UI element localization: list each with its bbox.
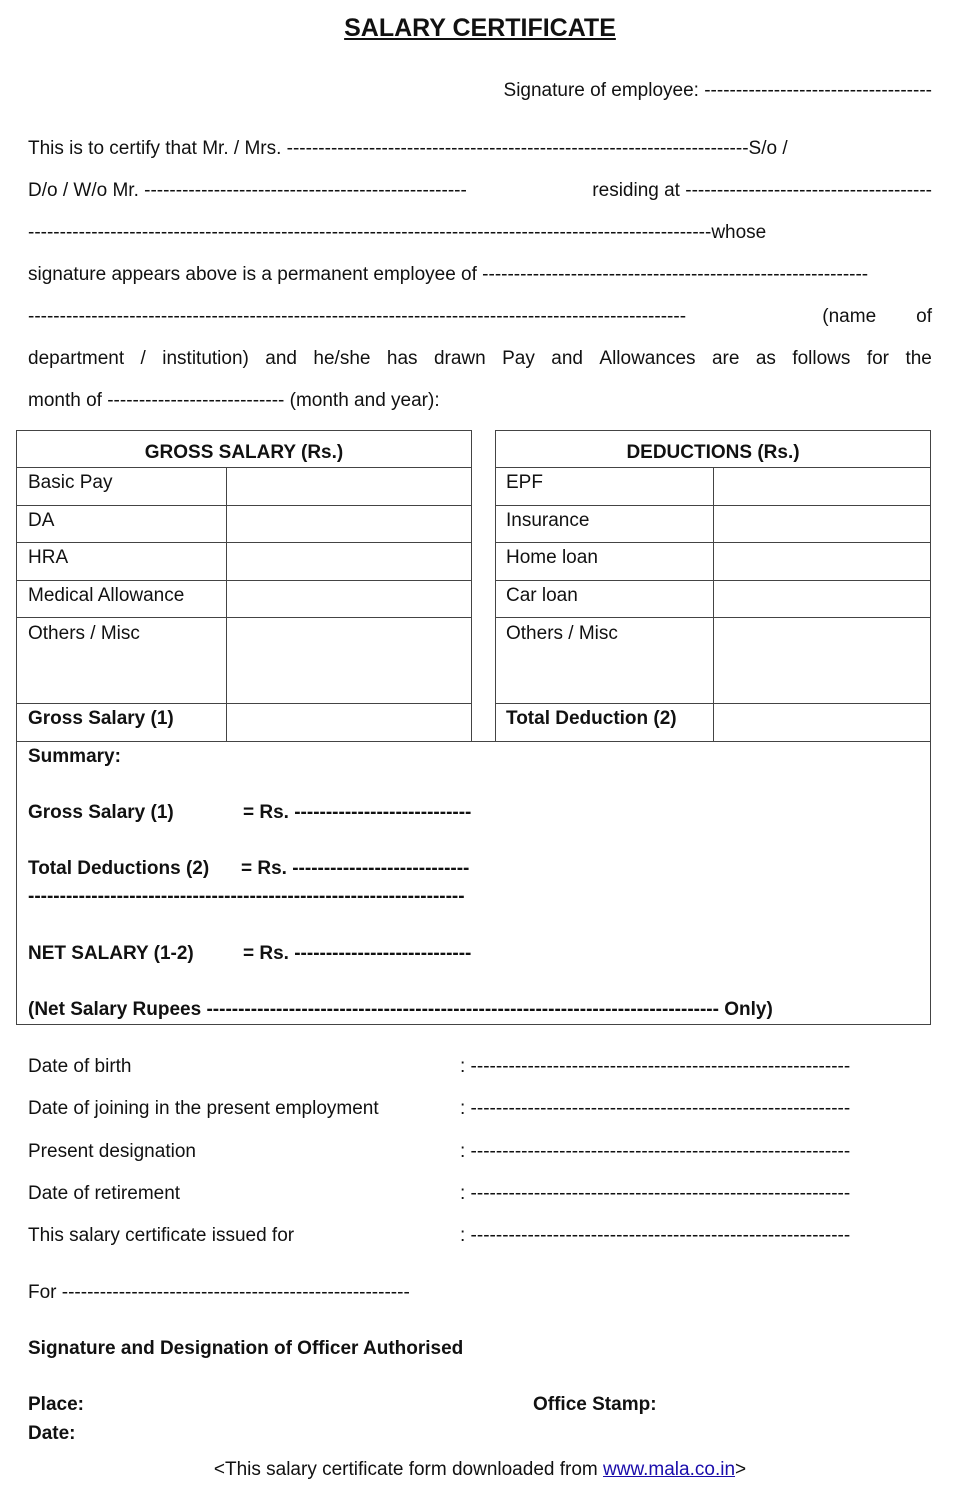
footer-prefix: <This salary certificate form downloaded from (213, 1459, 604, 1480)
line6-word: institution) (162, 348, 249, 369)
certify-line-5 (28, 306, 932, 328)
line6-word: and (551, 348, 583, 369)
table-rule (226, 467, 227, 741)
department-blank: -------------------------------------------------------------------------------------------------------- (28, 306, 687, 327)
summary-label: Summary: (28, 746, 121, 767)
table-rule (16, 467, 472, 468)
home-loan-label: Home loan (506, 547, 598, 568)
table-rule (16, 617, 472, 618)
insurance-label: Insurance (506, 510, 590, 531)
footer-suffix: > (735, 1459, 747, 1480)
officer-signature-label: Signature and Designation of Officer Authorised (28, 1338, 464, 1359)
line6-word: the (905, 348, 932, 369)
joining-date-value: : ------------------------------------------------------------ (460, 1098, 851, 1119)
gross-others-label: Others / Misc (28, 623, 140, 644)
place-label: Place: (28, 1394, 84, 1415)
footer-note (0, 1459, 960, 1481)
date-label: Date: (28, 1423, 76, 1444)
residing-blank: residing at --------------------------------------- (592, 180, 932, 201)
of-word: of (916, 306, 932, 327)
line6-word: Allowances (599, 348, 696, 369)
line6-word: Pay (502, 348, 535, 369)
line6-word: are (711, 348, 740, 369)
gross-salary-header: GROSS SALARY (Rs.) (144, 442, 344, 463)
summary-gross-label: Gross Salary (1) (28, 802, 174, 823)
parent-name-blank: D/o / W/o Mr. --------------------------------------------------- (28, 180, 467, 201)
employee-signature-line: Signature of employee: ------------------------------------ (503, 80, 932, 101)
issued-for-value: : ------------------------------------------------------------ (460, 1225, 851, 1246)
certify-line-2 (28, 180, 932, 202)
deductions-header: DEDUCTIONS (Rs.) (626, 442, 800, 463)
dob-value: : ------------------------------------------------------------ (460, 1056, 851, 1077)
summary-deductions-value: = Rs. ---------------------------- (241, 858, 470, 879)
table-rule (16, 703, 472, 704)
hra-label: HRA (28, 547, 69, 568)
month-year-line: month of ---------------------------- (month and year): (28, 390, 440, 411)
line6-word: follows (792, 348, 851, 369)
name-word: (name (822, 306, 877, 327)
dob-label: Date of birth (28, 1056, 132, 1077)
employer-blank: signature appears above is a permanent employee of ------------------------------------------------------------- (28, 264, 869, 285)
line6-word: / (140, 348, 146, 369)
da-label: DA (28, 510, 55, 531)
issued-for-label: This salary certificate issued for (28, 1225, 295, 1246)
line6-word: and (265, 348, 297, 369)
summary-deductions-label: Total Deductions (2) (28, 858, 210, 879)
summary-gross-value: = Rs. ---------------------------- (243, 802, 472, 823)
designation-value: : ------------------------------------------------------------ (460, 1141, 851, 1162)
summary-box (16, 741, 931, 1025)
basic-pay-label: Basic Pay (28, 472, 113, 493)
total-deduction-label: Total Deduction (2) (506, 708, 677, 729)
office-stamp-label: Office Stamp: (533, 1394, 657, 1415)
summary-separator: --------------------------------------------------------------------- (28, 886, 465, 907)
page-title: SALARY CERTIFICATE (344, 14, 616, 42)
gross-salary-total-label: Gross Salary (1) (28, 708, 174, 729)
designation-label: Present designation (28, 1141, 196, 1162)
net-salary-words: (Net Salary Rupees --------------------------------------------------------------------------------- Only) (28, 999, 773, 1020)
for-line: For ------------------------------------------------------- (28, 1282, 410, 1303)
retirement-date-value: : ------------------------------------------------------------ (460, 1183, 851, 1204)
net-salary-value: = Rs. ---------------------------- (243, 943, 472, 964)
line6-word: as (755, 348, 776, 369)
certify-line-6 (28, 348, 932, 370)
retirement-date-label: Date of retirement (28, 1183, 181, 1204)
line6-word: has (386, 348, 418, 369)
line6-word: drawn (433, 348, 486, 369)
joining-date-label: Date of joining in the present employment (28, 1098, 379, 1119)
line6-word: department (28, 348, 125, 369)
car-loan-label: Car loan (506, 585, 578, 606)
net-salary-label: NET SALARY (1-2) (28, 943, 194, 964)
table-rule (713, 467, 714, 741)
footer-link[interactable]: www.mala.co.in (603, 1459, 736, 1480)
medical-allowance-label: Medical Allowance (28, 585, 185, 606)
line6-word: for (866, 348, 890, 369)
certify-line-1: This is to certify that Mr. / Mrs. -------------------------------------------------------------------------S/o / (28, 138, 788, 159)
table-rule (16, 505, 472, 506)
address-blank: ------------------------------------------------------------------------------------------------------------whose (28, 222, 767, 243)
line6-word: he/she (313, 348, 371, 369)
table-rule (16, 580, 472, 581)
epf-label: EPF (506, 472, 543, 493)
table-rule (16, 542, 472, 543)
deduction-others-label: Others / Misc (506, 623, 618, 644)
